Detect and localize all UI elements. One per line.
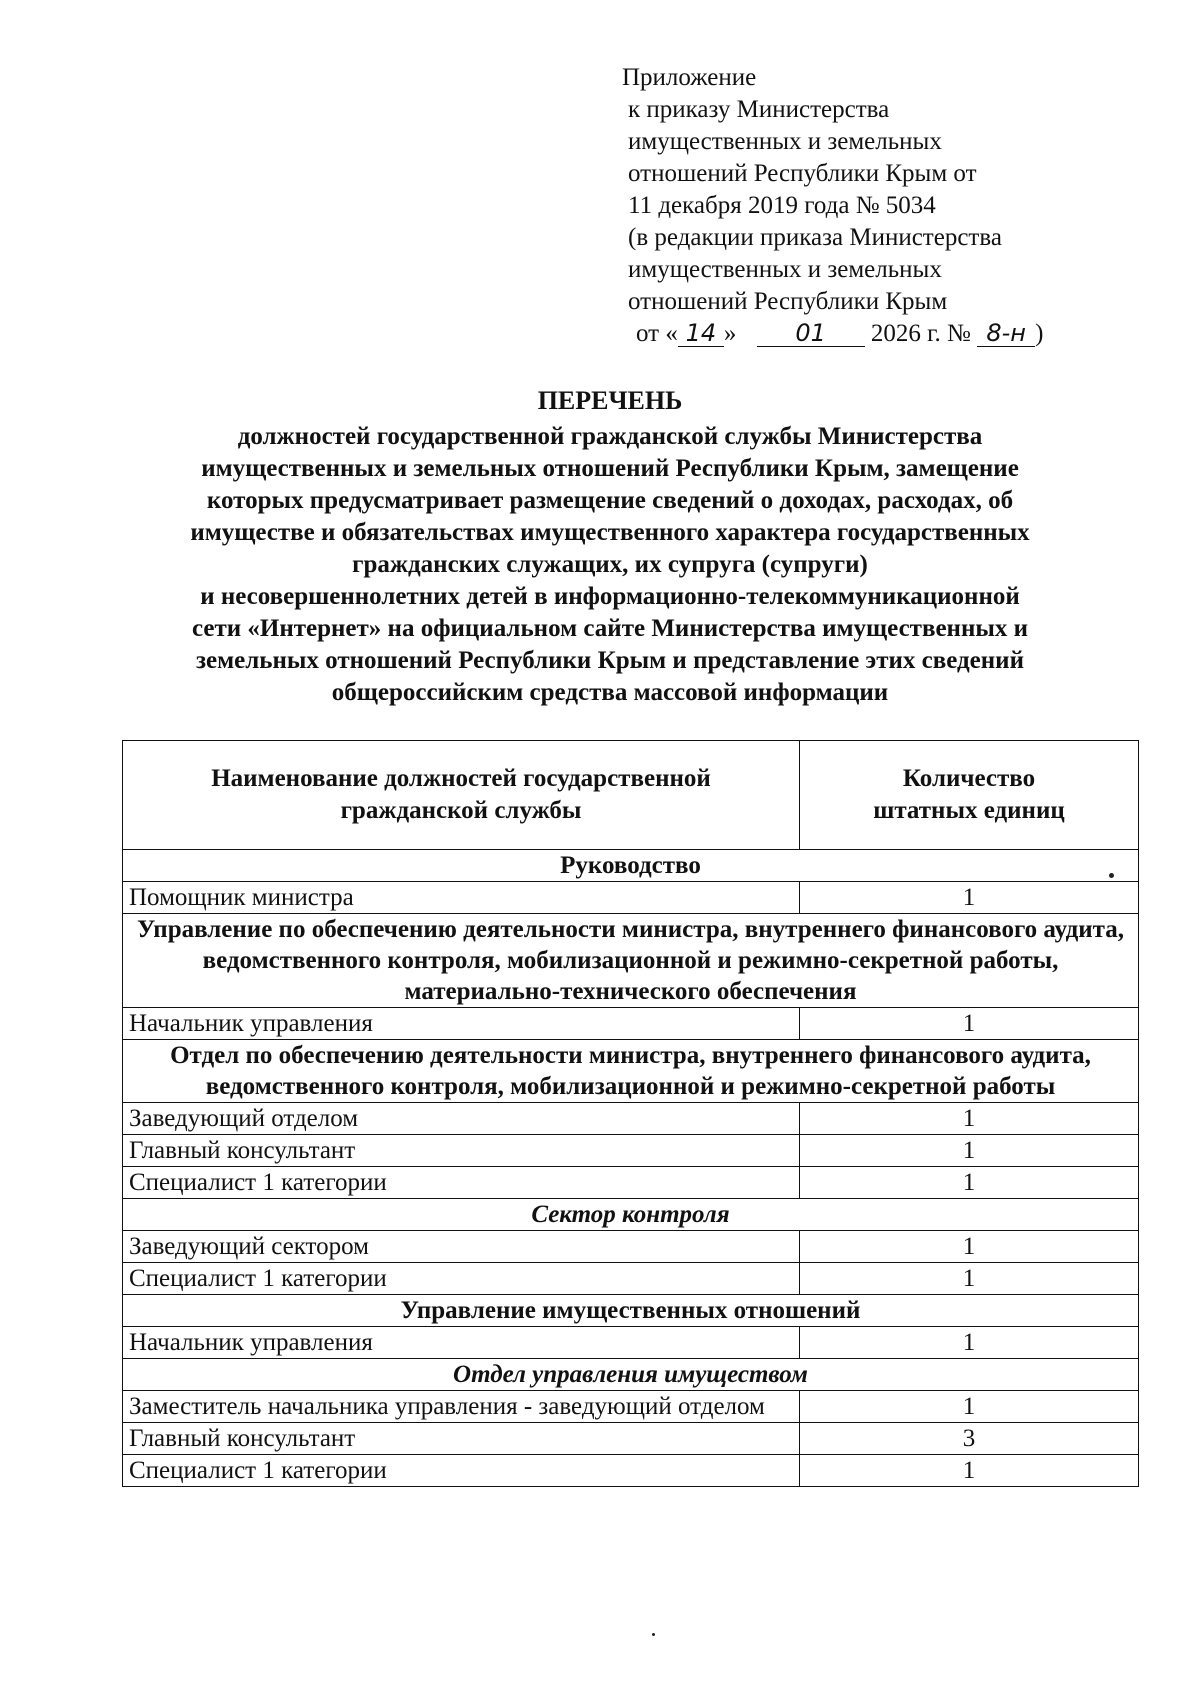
section-title: Управление имущественных отношений (123, 1295, 1139, 1327)
approval-stamp (622, 62, 1142, 350)
table-row (123, 1103, 1139, 1135)
approval-line: (в редакции приказа Министерства (628, 224, 1002, 251)
date-prefix: от « (636, 320, 678, 347)
handwritten-day: 14 (678, 320, 724, 347)
table-row (123, 1423, 1139, 1455)
approval-line: к приказу Министерства (628, 96, 890, 123)
section-title: Отдел по обеспечению деятельности министра, внутреннего финансового аудита, ведомственного контроля, мобилизационной и режимно-секретной работы (123, 1040, 1139, 1103)
approval-line: отношений Республики Крым от (628, 160, 977, 187)
title-line: общероссийским средства массовой информации (331, 679, 889, 706)
section-title: Сектор контроля (123, 1199, 1139, 1231)
date-year: 2026 г. № (870, 320, 971, 347)
header-qty: Количество штатных единиц (800, 741, 1139, 850)
table-section-row (123, 1359, 1139, 1391)
header-name: Наименование должностей государственной гражданской службы (123, 741, 800, 850)
position-qty: 1 (800, 1103, 1139, 1135)
positions-table (122, 740, 1139, 1487)
table-row (123, 1231, 1139, 1263)
approval-date-line (636, 318, 1142, 350)
approval-line: имущественных и земельных (628, 128, 942, 155)
position-name: Начальник управления (123, 1008, 800, 1040)
position-qty: 1 (800, 1327, 1139, 1359)
section-title: Руководство (123, 850, 1139, 882)
table-section-row (123, 1295, 1139, 1327)
position-qty: 1 (800, 1008, 1139, 1040)
title-heading: ПЕРЕЧЕНЬ (537, 386, 683, 415)
position-name: Главный консультант (123, 1423, 800, 1455)
table-row (123, 1327, 1139, 1359)
title-line: земельных отношений Республики Крым и представление этих сведений (196, 647, 1024, 674)
position-qty: 1 (800, 882, 1139, 914)
title-line: которых предусматривает размещение сведений о доходах, расходах, об (206, 487, 1014, 514)
position-qty: 1 (800, 1263, 1139, 1295)
table-section-row (123, 914, 1139, 1008)
table-section-row (123, 1040, 1139, 1103)
table-row (123, 1391, 1139, 1423)
position-name: Заведующий сектором (123, 1231, 800, 1263)
position-qty: 1 (800, 1391, 1139, 1423)
position-name: Начальник управления (123, 1327, 800, 1359)
approval-line: имущественных и земельных (628, 256, 942, 283)
table-row (123, 1167, 1139, 1199)
position-qty: 1 (800, 1167, 1139, 1199)
section-title: Отдел управления имуществом (123, 1359, 1139, 1391)
scan-speck (652, 1633, 655, 1636)
position-qty: 1 (800, 1455, 1139, 1487)
title-line: сети «Интернет» на официальном сайте Министерства имущественных и (191, 615, 1029, 642)
scan-speck (1109, 873, 1114, 878)
title-line: и несовершеннолетних детей в информационно-телекоммуникационной (200, 583, 1020, 610)
table-row (123, 882, 1139, 914)
date-close: ) (1035, 320, 1044, 347)
approval-line: отношений Республики Крым (628, 288, 948, 315)
title-line: имуществе и обязательствах имущественного характера государственных (190, 519, 1030, 546)
position-name: Специалист 1 категории (123, 1167, 800, 1199)
handwritten-month: 01 (757, 320, 865, 347)
table-section-row (123, 1199, 1139, 1231)
table-header-row (123, 741, 1139, 850)
position-name: Специалист 1 категории (123, 1455, 800, 1487)
title-line: гражданских служащих, их супруга (супруги) (352, 551, 868, 578)
position-name: Главный консультант (123, 1135, 800, 1167)
approval-line: Приложение (622, 64, 757, 91)
table-row (123, 1008, 1139, 1040)
position-name: Заместитель начальника управления - заведующий отделом (123, 1391, 800, 1423)
handwritten-number: 8-н (977, 320, 1035, 347)
section-title: Управление по обеспечению деятельности министра, внутреннего финансового аудита, ведомственного контроля, мобилизационной и режимно-секретной работы, материально-технического обеспечения (123, 914, 1139, 1008)
position-name: Заведующий отделом (123, 1103, 800, 1135)
table-section-row (123, 850, 1139, 882)
title-line: должностей государственной гражданской службы Министерства (237, 423, 983, 450)
table-row (123, 1135, 1139, 1167)
position-name: Специалист 1 категории (123, 1263, 800, 1295)
table-row (123, 1455, 1139, 1487)
date-day-close: » (723, 320, 737, 347)
position-qty: 3 (800, 1423, 1139, 1455)
position-qty: 1 (800, 1135, 1139, 1167)
document-title (110, 385, 1110, 709)
position-name: Помощник министра (123, 882, 800, 914)
title-line: имущественных и земельных отношений Республики Крым, замещение (201, 455, 1019, 482)
approval-line: 11 декабря 2019 года № 5034 (628, 192, 936, 219)
table-row (123, 1263, 1139, 1295)
position-qty: 1 (800, 1231, 1139, 1263)
